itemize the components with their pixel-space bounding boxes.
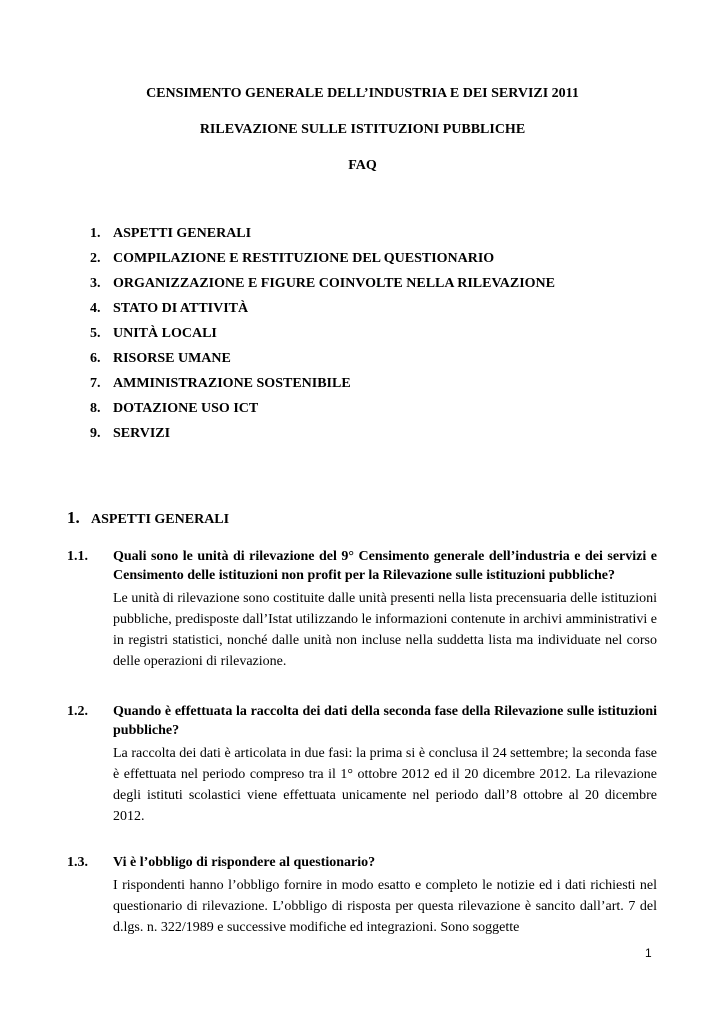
toc-item-label: UNITÀ LOCALI	[113, 326, 217, 341]
document-title: CENSIMENTO GENERALE DELL’INDUSTRIA E DEI SERVIZI 2011	[146, 86, 579, 101]
section-heading	[67, 508, 229, 528]
answer-text: La raccolta dei dati è articolata in due fasi: la prima si è conclusa il 24 settembre; la seconda fase è effettuata nel periodo compreso tra il 1° ottobre 2012 ed il 20 dicembre 2012. La rilevazione degli istituti scolastici viene effettuata unicamente nel periodo dall’8 ottobre al 20 dicembre 2012.	[113, 746, 657, 824]
faq-heading: FAQ	[348, 158, 377, 173]
toc-item-label: AMMINISTRAZIONE SOSTENIBILE	[113, 376, 351, 391]
toc-item-label: RISORSE UMANE	[113, 351, 231, 366]
question-number: 1.2.	[67, 704, 88, 719]
question-number: 1.1.	[67, 549, 88, 564]
section-title: ASPETTI GENERALI	[91, 512, 230, 527]
toc-item: 7. AMMINISTRAZIONE SOSTENIBILE	[90, 374, 555, 399]
question-number: 1.3.	[67, 855, 88, 870]
table-of-contents	[90, 224, 555, 449]
answer-text: I rispondenti hanno l’obbligo fornire in modo esatto e completo le notizie ed i dati richiesti nel questionario di rilevazione. L’obbligo di risposta per questa rilevazione è sancito dall’art. 7 del d.lgs. n. 322/1989 e successive modifiche ed integrazioni. Sono soggette	[113, 878, 657, 935]
toc-item: 4. STATO DI ATTIVITÀ	[90, 299, 555, 324]
toc-item: 6. RISORSE UMANE	[90, 349, 555, 374]
toc-item-label: ASPETTI GENERALI	[113, 226, 252, 241]
toc-item: 5. UNITÀ LOCALI	[90, 324, 555, 349]
question-text: Vi è l’obbligo di rispondere al questionario?	[113, 855, 376, 870]
section-number: 1.	[67, 508, 80, 527]
faq-item	[67, 702, 657, 827]
toc-item-label: SERVIZI	[113, 426, 171, 441]
page-number: 1	[645, 946, 652, 960]
toc-item-label: DOTAZIONE USO ICT	[113, 401, 259, 416]
toc-item: 8. DOTAZIONE USO ICT	[90, 399, 555, 424]
faq-item	[67, 547, 657, 672]
toc-item: 2. COMPILAZIONE E RESTITUZIONE DEL QUESTIONARIO	[90, 249, 555, 274]
toc-item-label: STATO DI ATTIVITÀ	[113, 301, 249, 316]
faq-item	[67, 853, 657, 938]
toc-item-label: ORGANIZZAZIONE E FIGURE COINVOLTE NELLA RILEVAZIONE	[113, 276, 555, 291]
toc-item: 9. SERVIZI	[90, 424, 555, 449]
toc-item: 3. ORGANIZZAZIONE E FIGURE COINVOLTE NELLA RILEVAZIONE	[90, 274, 555, 299]
answer-text: Le unità di rilevazione sono costituite dalle unità presenti nella lista precensuaria delle istituzioni pubbliche, predisposte dall’Istat utilizzando le informazioni contenute in archivi amministrativi e in registri statistici, nonché dalle unità non incluse nella suddetta lista ma individuate nel corso delle operazioni di rilevazione.	[113, 591, 657, 669]
toc-item-label: COMPILAZIONE E RESTITUZIONE DEL QUESTIONARIO	[113, 251, 495, 266]
toc-item: 1. ASPETTI GENERALI	[90, 224, 555, 249]
question-text: Quali sono le unità di rilevazione del 9° Censimento generale dell’industria e dei servizi e Censimento delle istituzioni non profit per la Rilevazione sulle istituzioni pubbliche?	[113, 549, 657, 583]
document-subtitle: RILEVAZIONE SULLE ISTITUZIONI PUBBLICHE	[199, 122, 526, 137]
question-text: Quando è effettuata la raccolta dei dati della seconda fase della Rilevazione sulle istituzioni pubbliche?	[113, 704, 657, 738]
